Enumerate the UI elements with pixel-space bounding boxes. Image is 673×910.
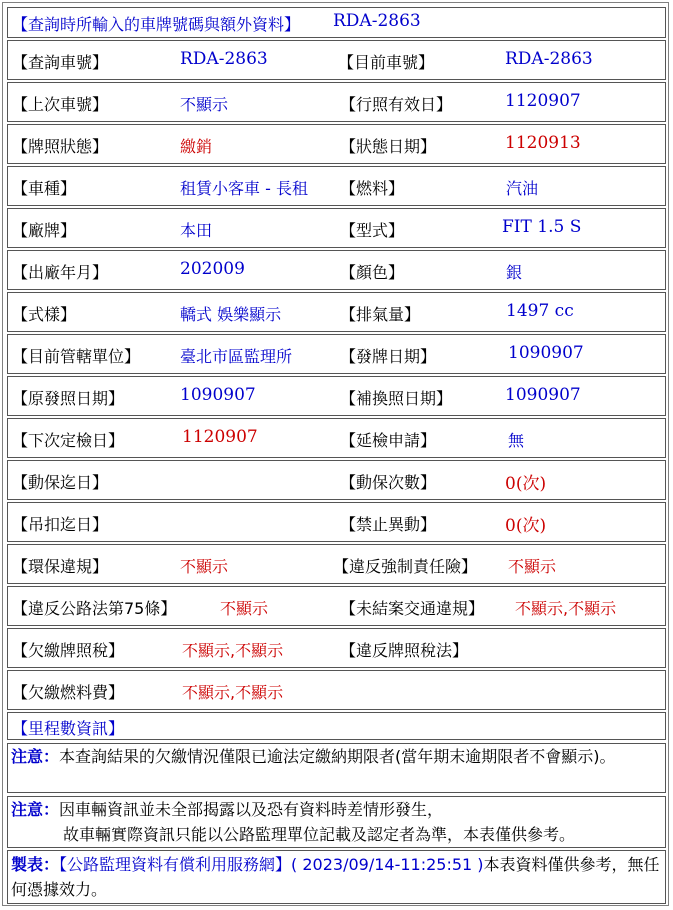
field-value: RDA-2863	[180, 49, 268, 69]
field-value: 1090907	[180, 385, 256, 405]
info-row	[7, 40, 666, 80]
field-value: 繳銷	[180, 137, 213, 156]
field-label: 【上次車號】	[12, 95, 109, 114]
field-label: 【狀態日期】	[340, 137, 437, 156]
field-value: 0(次)	[505, 516, 547, 536]
field-value: 銀	[506, 263, 523, 282]
info-row	[7, 376, 666, 416]
field-label: 【違反公路法第75條】	[12, 599, 177, 618]
field-label: 【未結案交通違規】	[340, 599, 485, 618]
field-value: 1497 cc	[506, 301, 574, 321]
footer-time: ( 2023/09/14-11:25:51 )	[291, 855, 484, 874]
info-row	[7, 292, 666, 332]
field-value: 0(次)	[505, 474, 547, 494]
note2-line1: 因車輛資訊並未全部揭露以及恐有資料時差情形發生，	[59, 800, 444, 819]
field-label: 【行照有效日】	[340, 95, 453, 114]
header-title: 【查詢時所輸入的車牌號碼與額外資料】	[12, 15, 301, 34]
info-row	[7, 82, 666, 122]
info-row	[7, 124, 666, 164]
field-value: 不顯示	[180, 95, 229, 114]
note2-line2: 故車輛實際資訊只能以公路監理單位記載及認定者為準，本表僅供參考。	[63, 825, 576, 844]
field-value: 轎式 娛樂顯示	[180, 305, 282, 324]
footer-label: 製表：	[11, 855, 60, 874]
field-label: 【燃料】	[340, 179, 405, 198]
field-value: 不顯示	[220, 599, 269, 618]
footer-note	[11, 852, 661, 902]
note2-label: 注意：	[11, 800, 60, 819]
field-value: 不顯示	[508, 557, 557, 576]
field-value: 不顯示,不顯示	[515, 599, 617, 618]
field-value: 無	[508, 431, 525, 450]
field-label: 【式樣】	[12, 305, 77, 324]
field-label: 【環保違規】	[12, 557, 109, 576]
note1	[11, 744, 661, 769]
field-value: 1120907	[182, 427, 258, 447]
field-label: 【禁止異動】	[340, 515, 437, 534]
field-label: 【廠牌】	[12, 221, 77, 240]
field-label: 【排氣量】	[340, 305, 421, 324]
field-label: 【延檢申請】	[340, 431, 437, 450]
field-label: 【違反牌照稅法】	[340, 641, 469, 660]
field-value: 汽油	[506, 179, 539, 198]
field-value: 不顯示,不顯示	[182, 683, 284, 702]
field-label: 【發牌日期】	[340, 347, 437, 366]
note1-row	[7, 743, 666, 793]
field-value: 1120907	[505, 91, 581, 111]
footer-text: 本表資料僅供參考，無任何憑據效力。	[11, 855, 660, 899]
field-value: 臺北市區監理所	[180, 347, 293, 366]
note2-row	[7, 796, 666, 848]
field-label: 【動保迄日】	[12, 473, 109, 492]
info-row	[7, 334, 666, 374]
info-row	[7, 418, 666, 458]
field-label: 【動保次數】	[340, 473, 437, 492]
field-value: 不顯示	[180, 557, 229, 576]
info-row	[7, 250, 666, 290]
info-row	[7, 166, 666, 206]
info-row	[7, 460, 666, 500]
field-value: 1120913	[505, 133, 581, 153]
field-label: 【目前管轄單位】	[12, 347, 141, 366]
field-label: 【吊扣迄日】	[12, 515, 109, 534]
info-row	[7, 208, 666, 248]
field-value: 不顯示,不顯示	[182, 641, 284, 660]
info-row	[7, 544, 666, 584]
field-label: 【型式】	[340, 221, 405, 240]
field-value: 本田	[180, 221, 213, 240]
info-row	[7, 502, 666, 542]
field-label: 【欠繳燃料費】	[12, 683, 125, 702]
field-label: 【違反強制責任險】	[333, 557, 478, 576]
field-label: 【補換照日期】	[340, 389, 453, 408]
field-label: 【顏色】	[340, 263, 405, 282]
note1-text: 本查詢結果的欠繳情況僅限已逾法定繳納期限者(當年期末逾期限者不會顯示)。	[59, 747, 616, 766]
field-label: 【車種】	[12, 179, 77, 198]
field-label: 【欠繳牌照稅】	[12, 641, 125, 660]
info-row	[7, 628, 666, 668]
info-row	[7, 670, 666, 710]
field-label: 【目前車號】	[338, 53, 435, 72]
field-value: 1090907	[508, 343, 584, 363]
field-label: 【出廠年月】	[12, 263, 109, 282]
field-value: FIT 1.5 S	[502, 217, 582, 237]
field-value: 1090907	[505, 385, 581, 405]
field-label: 【查詢車號】	[12, 53, 109, 72]
mileage-header: 【里程數資訊】	[12, 719, 125, 738]
field-value: 租賃小客車 - 長租	[180, 179, 308, 198]
field-label: 【下次定檢日】	[12, 431, 125, 450]
field-value: RDA-2863	[505, 49, 593, 69]
info-row	[7, 586, 666, 626]
header-row	[7, 7, 666, 38]
footer-row	[7, 850, 666, 904]
footer-source: 【公路監理資料有償利用服務網】	[59, 855, 292, 874]
field-label: 【原發照日期】	[12, 389, 125, 408]
field-value: 202009	[180, 259, 245, 279]
note2	[11, 797, 661, 847]
field-label: 【牌照狀態】	[12, 137, 109, 156]
note1-label: 注意：	[11, 747, 60, 766]
mileage-row	[7, 712, 666, 740]
header-plate: RDA-2863	[333, 11, 421, 31]
